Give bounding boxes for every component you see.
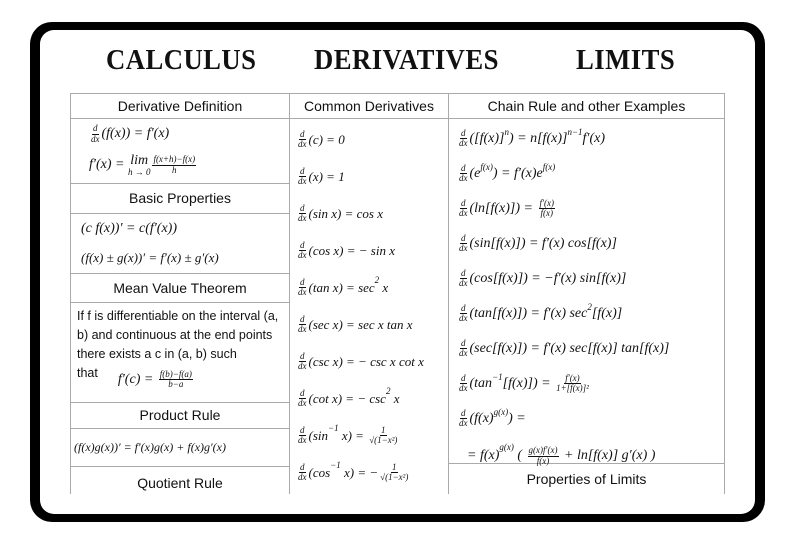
fraction bbox=[298, 167, 307, 187]
numerator: g(x)f′(x) bbox=[528, 445, 558, 456]
numerator: d bbox=[461, 372, 466, 383]
formula-text: x bbox=[390, 390, 400, 406]
denominator: 1+[f(x)]² bbox=[556, 383, 589, 393]
numerator: f′(x) bbox=[539, 197, 554, 208]
fraction bbox=[459, 374, 468, 394]
denominator: dx bbox=[298, 361, 307, 371]
denominator: dx bbox=[298, 472, 307, 482]
superscript: 2 bbox=[587, 302, 592, 312]
fraction bbox=[369, 426, 397, 446]
chain-rule-list bbox=[449, 119, 724, 466]
fraction bbox=[298, 204, 307, 224]
numerator: f′(x) bbox=[565, 372, 580, 383]
numerator: d bbox=[461, 267, 466, 278]
numerator: d bbox=[461, 162, 466, 173]
formula-row bbox=[457, 226, 724, 261]
numerator: d bbox=[300, 424, 305, 435]
title-limits: LIMITS bbox=[576, 44, 676, 76]
numerator: f(x+h)−f(x) bbox=[153, 154, 196, 165]
formula-text: f′(c) = bbox=[117, 371, 157, 387]
denominator: dx bbox=[298, 324, 307, 334]
header-quotient-rule: Quotient Rule bbox=[137, 475, 223, 491]
formula-text: (f(x) ± g(x))′ = f′(x) ± g′(x) bbox=[81, 249, 219, 265]
superscript: 2 bbox=[374, 275, 380, 285]
formula-row bbox=[457, 191, 724, 226]
mvt-cell bbox=[71, 303, 289, 403]
title-derivatives: DERIVATIVES bbox=[314, 44, 499, 76]
header-common-derivatives: Common Derivatives bbox=[290, 94, 448, 119]
fraction bbox=[528, 446, 559, 466]
formula-text: (cot x) = − csc bbox=[308, 390, 386, 406]
fraction bbox=[298, 426, 307, 446]
formula-table bbox=[70, 93, 725, 494]
column-common-derivatives bbox=[290, 94, 449, 494]
formula-text: ) = bbox=[508, 410, 526, 426]
header-derivative-definition: Derivative Definition bbox=[71, 94, 289, 119]
title-calculus: CALCULUS bbox=[106, 44, 257, 76]
formula-row bbox=[457, 156, 724, 191]
fraction bbox=[459, 304, 468, 324]
formula-text: = f(x) bbox=[467, 448, 500, 463]
formula-text: + ln[f(x)] g′(x) ) bbox=[560, 448, 656, 463]
denominator: dx bbox=[298, 435, 307, 445]
formula-row bbox=[457, 401, 724, 436]
formula-text: (tan x) = sec bbox=[308, 279, 375, 295]
fraction bbox=[298, 315, 307, 335]
denominator: dx bbox=[298, 139, 307, 149]
denominator: dx bbox=[91, 133, 100, 144]
denominator: dx bbox=[459, 138, 468, 148]
superscript: n bbox=[504, 127, 509, 137]
formula-text: (f(x) bbox=[469, 410, 494, 426]
header-basic-properties: Basic Properties bbox=[71, 184, 289, 214]
superscript: 2 bbox=[385, 386, 391, 396]
formula bbox=[81, 243, 289, 272]
numerator: d bbox=[300, 387, 305, 398]
fraction bbox=[556, 374, 589, 394]
fraction bbox=[539, 199, 555, 219]
denominator: b−a bbox=[168, 379, 184, 389]
denominator: dx bbox=[459, 313, 468, 323]
superscript: −1 bbox=[330, 460, 341, 470]
superscript: n−1 bbox=[567, 127, 583, 137]
formula-text: ( bbox=[513, 448, 526, 463]
column-chain-rule bbox=[449, 94, 724, 494]
fraction bbox=[159, 370, 193, 390]
formula bbox=[74, 429, 289, 466]
formula-text: (c) = 0 bbox=[308, 131, 345, 147]
mvt-that: that bbox=[77, 366, 98, 380]
denominator: dx bbox=[298, 287, 307, 297]
numerator: d bbox=[300, 276, 305, 287]
superscript: −1 bbox=[492, 372, 503, 382]
formula-text: ([f(x)] bbox=[469, 130, 505, 146]
formula-text: (f(x)) = f′(x) bbox=[101, 126, 170, 141]
formula-text: [f(x)] bbox=[591, 305, 623, 321]
formula-text: [f(x)]) = bbox=[502, 375, 555, 391]
superscript: f(x) bbox=[480, 162, 493, 172]
denominator: dx bbox=[459, 243, 468, 253]
superscript: g(x) bbox=[499, 442, 514, 452]
formula-text: (x) = 1 bbox=[308, 168, 345, 184]
formula-text: ) = n[f(x)] bbox=[509, 130, 568, 146]
mvt-text: If f is differentiable on the interval (a, b) and continuous at the end points there exists a c in (a, b) such bbox=[77, 309, 279, 361]
formula-text: (sin[f(x)]) = f′(x) cos[f(x)] bbox=[469, 235, 617, 251]
header-product-rule: Product Rule bbox=[71, 403, 289, 429]
fraction bbox=[380, 463, 408, 483]
header-chain-rule: Chain Rule and other Examples bbox=[449, 94, 724, 119]
denominator: √(1−x²) bbox=[369, 435, 398, 445]
formula-text: (sec x) = sec x tan x bbox=[308, 316, 413, 332]
header-mean-value-theorem: Mean Value Theorem bbox=[71, 274, 289, 303]
fraction bbox=[298, 463, 307, 483]
numerator: d bbox=[461, 232, 466, 243]
formula-text: (sec[f(x)]) = f′(x) sec[f(x)] tan[f(x)] bbox=[469, 340, 670, 356]
fraction bbox=[459, 164, 468, 184]
numerator: d bbox=[461, 407, 466, 418]
denominator: dx bbox=[459, 208, 468, 218]
formula-text: ) = f′(x)e bbox=[492, 165, 543, 181]
numerator: d bbox=[300, 461, 305, 472]
formula-text: (sin bbox=[308, 427, 328, 443]
formula bbox=[89, 119, 289, 149]
fraction bbox=[459, 199, 468, 219]
formula-row bbox=[457, 261, 724, 296]
numerator: d bbox=[461, 197, 466, 208]
formula bbox=[89, 149, 289, 181]
formula-row bbox=[296, 343, 448, 380]
formula-text: (csc x) = − csc x cot x bbox=[308, 353, 424, 369]
formula-text: (tan[f(x)]) = f′(x) sec bbox=[469, 305, 588, 321]
formula-text: (f(x)g(x))′ = f′(x)g(x) + f(x)g′(x) bbox=[74, 440, 226, 454]
formula-text: (cos bbox=[308, 464, 331, 480]
denominator: h bbox=[172, 164, 177, 175]
limit-subscript: h → 0 bbox=[127, 166, 151, 177]
fraction bbox=[459, 234, 468, 254]
formula-row bbox=[296, 417, 448, 454]
formula-row bbox=[296, 195, 448, 232]
header-properties-of-limits: Properties of Limits bbox=[449, 463, 724, 495]
fraction bbox=[298, 352, 307, 372]
fraction bbox=[91, 124, 100, 144]
basic-cell bbox=[71, 214, 289, 274]
numerator: d bbox=[461, 302, 466, 313]
numerator: d bbox=[300, 128, 305, 139]
fraction bbox=[298, 130, 307, 150]
formula-row bbox=[296, 454, 448, 491]
denominator: dx bbox=[459, 348, 468, 358]
limit-label: lim bbox=[130, 152, 149, 168]
denominator: dx bbox=[459, 278, 468, 288]
numerator: d bbox=[461, 127, 466, 138]
definition-cell bbox=[71, 119, 289, 184]
formula-row bbox=[457, 121, 724, 156]
numerator: d bbox=[300, 239, 305, 250]
fraction bbox=[298, 241, 307, 261]
formula-text: (cos x) = − sin x bbox=[308, 242, 395, 258]
denominator: dx bbox=[298, 250, 307, 260]
denominator: dx bbox=[298, 176, 307, 186]
denominator: f(x) bbox=[540, 208, 553, 218]
numerator: 1 bbox=[381, 424, 386, 435]
product-cell bbox=[71, 429, 289, 467]
formula-text: (tan bbox=[469, 375, 493, 391]
formula-text: (sin x) = cos x bbox=[308, 205, 383, 221]
formula-text: x) = − bbox=[340, 464, 379, 480]
column-derivative-definition bbox=[71, 94, 290, 494]
superscript: f(x) bbox=[542, 162, 556, 172]
formula-text: f′(x) = bbox=[89, 157, 128, 172]
numerator: d bbox=[300, 202, 305, 213]
formula-text: (c f(x))′ = c(f′(x)) bbox=[81, 220, 178, 236]
denominator: dx bbox=[298, 213, 307, 223]
denominator: f(x) bbox=[536, 455, 550, 466]
fraction bbox=[298, 389, 307, 409]
formula-row bbox=[296, 121, 448, 158]
numerator: d bbox=[461, 337, 466, 348]
numerator: 1 bbox=[392, 461, 397, 472]
numerator: d bbox=[300, 165, 305, 176]
formula-row bbox=[296, 380, 448, 417]
superscript: g(x) bbox=[493, 407, 509, 417]
formula-row bbox=[457, 296, 724, 331]
formula bbox=[118, 370, 195, 390]
fraction bbox=[459, 269, 468, 289]
formula-row bbox=[296, 269, 448, 306]
numerator: d bbox=[93, 123, 98, 134]
fraction bbox=[459, 339, 468, 359]
formula-row bbox=[296, 158, 448, 195]
denominator: dx bbox=[298, 398, 307, 408]
numerator: f(b)−f(a) bbox=[159, 368, 192, 379]
formula-text: (ln[f(x)]) = bbox=[469, 200, 537, 216]
fraction bbox=[459, 409, 468, 429]
denominator: dx bbox=[459, 383, 468, 393]
fraction bbox=[298, 278, 307, 298]
limit bbox=[128, 154, 151, 177]
denominator: dx bbox=[459, 173, 468, 183]
superscript: −1 bbox=[328, 423, 339, 433]
formula-text: (cos[f(x)]) = −f′(x) sin[f(x)] bbox=[469, 270, 627, 286]
denominator: √(1−x²) bbox=[380, 472, 409, 482]
formula bbox=[81, 214, 289, 243]
formula-text: f′(x) bbox=[582, 130, 606, 146]
fraction bbox=[152, 155, 196, 175]
formula-text: x bbox=[379, 279, 389, 295]
numerator: d bbox=[300, 350, 305, 361]
denominator: dx bbox=[459, 418, 468, 428]
formula-row bbox=[296, 232, 448, 269]
formula-text: (e bbox=[469, 165, 481, 181]
numerator: d bbox=[300, 313, 305, 324]
formula-row bbox=[457, 366, 724, 401]
formula-text: x) = bbox=[338, 427, 368, 443]
fraction bbox=[459, 129, 468, 149]
formula-row bbox=[457, 331, 724, 366]
common-derivatives-list bbox=[290, 119, 448, 491]
formula-row bbox=[296, 306, 448, 343]
